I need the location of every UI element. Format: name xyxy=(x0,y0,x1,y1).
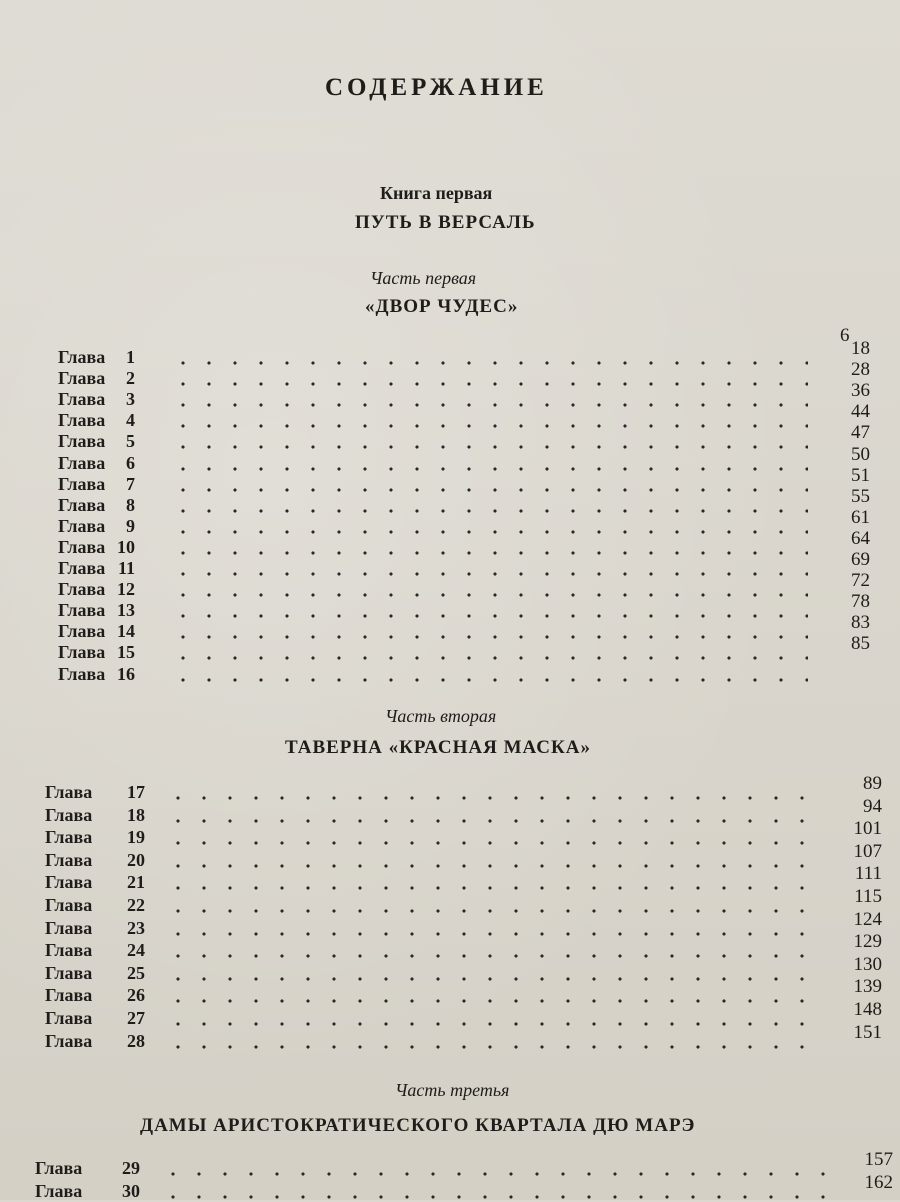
chapter-number: 25 xyxy=(127,962,145,983)
chapter-word: Глава xyxy=(45,872,93,893)
dot-leader xyxy=(165,1007,820,1029)
dot-leader xyxy=(170,494,808,516)
toc-entry xyxy=(35,1149,893,1179)
dot-leader xyxy=(170,663,808,685)
dot-leader xyxy=(165,894,820,916)
toc-entry xyxy=(45,863,882,893)
part-3-title: ДАМЫ АРИСТОКРАТИЧЕСКОГО КВАРТАЛА ДЮ МАРЭ xyxy=(140,1115,696,1136)
dot-leader xyxy=(170,578,808,600)
dot-leader xyxy=(160,1157,831,1179)
toc-entry xyxy=(58,633,870,663)
part-2-label: Часть вторая xyxy=(385,706,497,726)
chapter-number: 1 xyxy=(126,347,135,367)
chapter-number: 2 xyxy=(126,368,135,389)
dot-leader xyxy=(165,826,820,848)
page-number: 69 xyxy=(851,549,870,570)
dot-leader xyxy=(170,536,808,558)
chapter-number: 12 xyxy=(117,579,135,600)
chapter-number: 9 xyxy=(126,515,135,536)
toc-entry xyxy=(45,840,882,871)
part-1-label: Часть первая xyxy=(370,268,477,288)
chapter-number: 20 xyxy=(127,849,145,870)
chapter-word: Глава xyxy=(58,558,106,578)
page-number: 44 xyxy=(851,401,870,423)
chapter-number: 8 xyxy=(126,494,135,515)
part-1-title: «ДВОР ЧУДЕС» xyxy=(365,296,519,317)
page-number: 111 xyxy=(854,863,882,885)
chapter-word: Глава xyxy=(45,985,93,1006)
toc-entry xyxy=(58,612,870,642)
chapter-word: Глава xyxy=(35,1158,83,1178)
part-2-title: ТАВЕРНА «КРАСНАЯ МАСКА» xyxy=(285,737,591,758)
toc-entry xyxy=(58,527,870,558)
book-title: ПУТЬ В ВЕРСАЛЬ xyxy=(355,212,536,233)
chapter-number: 28 xyxy=(127,1030,145,1051)
toc-entry xyxy=(45,795,882,826)
dot-leader xyxy=(165,1030,820,1052)
page-number: 64 xyxy=(851,527,870,549)
chapter-word: Глава xyxy=(45,782,93,802)
dot-leader xyxy=(170,388,808,410)
chapter-word: Глава xyxy=(45,962,93,983)
chapter-number: 21 xyxy=(127,872,145,893)
chapter-word: Глава xyxy=(45,940,93,961)
chapter-word: Глава xyxy=(58,663,106,684)
toc-entry xyxy=(58,485,870,516)
toc-entry xyxy=(58,570,870,600)
chapter-word: Глава xyxy=(45,1008,93,1028)
toc-entry xyxy=(58,591,870,621)
chapter-word: Глава xyxy=(58,536,106,557)
chapter-number: 29 xyxy=(122,1158,140,1178)
toc-entry xyxy=(58,338,870,368)
chapter-word: Глава xyxy=(58,642,106,663)
page-number: 124 xyxy=(853,908,882,930)
page-number: 61 xyxy=(851,506,870,528)
chapter-word: Глава xyxy=(45,827,93,848)
toc-entry xyxy=(45,931,882,961)
book-label: Книга первая xyxy=(380,183,493,203)
page-number: 107 xyxy=(853,840,882,862)
page-number: 55 xyxy=(851,485,870,507)
dot-leader xyxy=(170,367,808,389)
chapter-number: 22 xyxy=(127,895,145,915)
chapter-number: 27 xyxy=(127,1008,145,1028)
chapter-word: Глава xyxy=(58,494,106,515)
page-number: 89 xyxy=(863,773,882,794)
dot-leader xyxy=(170,515,808,537)
toc-entry xyxy=(58,422,870,452)
chapter-word: Глава xyxy=(45,917,93,938)
page-number: 151 xyxy=(853,1021,882,1043)
page-number: 72 xyxy=(851,570,870,592)
chapter-word: Глава xyxy=(58,431,106,452)
chapter-word: Глава xyxy=(58,452,106,473)
chapter-word: Глава xyxy=(58,473,106,494)
toc-entry xyxy=(58,443,870,474)
chapter-word: Глава xyxy=(35,1180,83,1201)
toc-entry xyxy=(58,464,870,495)
page-number: 115 xyxy=(854,886,882,907)
toc-entry xyxy=(58,401,870,431)
dot-leader xyxy=(165,962,820,984)
page-number: 130 xyxy=(853,953,882,975)
page-number: 139 xyxy=(853,976,882,998)
toc-entry xyxy=(45,886,882,916)
page-number: 51 xyxy=(851,464,870,486)
page-number: 83 xyxy=(851,612,870,634)
chapter-number: 19 xyxy=(127,827,145,848)
chapter-number: 16 xyxy=(117,663,135,684)
dot-leader xyxy=(165,917,820,939)
dot-leader xyxy=(170,473,808,495)
chapter-number: 3 xyxy=(126,389,135,410)
chapter-word: Глава xyxy=(58,389,106,410)
dot-leader xyxy=(170,557,808,579)
chapter-number: 7 xyxy=(126,473,135,494)
chapter-word: Глава xyxy=(58,515,106,536)
page-number: 50 xyxy=(851,443,870,465)
page-number: 157 xyxy=(864,1149,893,1170)
dot-leader xyxy=(170,430,808,452)
chapter-number: 17 xyxy=(127,782,145,802)
toc-entry xyxy=(45,773,882,803)
part-3-label: Часть третья xyxy=(395,1080,510,1100)
page-number: 28 xyxy=(851,359,870,381)
toc-entry xyxy=(58,380,870,410)
chapter-number: 18 xyxy=(127,804,145,825)
dot-leader xyxy=(170,641,808,663)
chapter-number: 5 xyxy=(126,431,135,452)
dot-leader xyxy=(165,804,820,826)
chapter-number: 26 xyxy=(127,985,145,1006)
toc-entry xyxy=(45,976,882,1006)
chapter-number: 24 xyxy=(127,940,145,961)
page-number: 18 xyxy=(851,338,870,359)
dot-leader xyxy=(165,871,820,893)
chapter-number: 30 xyxy=(122,1180,140,1201)
chapter-number: 4 xyxy=(126,410,135,431)
page-number: 36 xyxy=(851,380,870,402)
dot-leader xyxy=(170,409,808,431)
part-1-intro-page-number: 6 xyxy=(840,325,850,346)
toc-entry xyxy=(58,549,870,579)
dot-leader xyxy=(165,781,820,803)
page-number: 47 xyxy=(851,422,870,444)
toc-entry xyxy=(45,908,882,939)
page-number: 129 xyxy=(853,931,882,953)
page-number: 101 xyxy=(853,818,882,840)
chapter-number: 10 xyxy=(117,536,135,557)
dot-leader xyxy=(170,452,808,474)
chapter-number: 23 xyxy=(127,917,145,938)
toc-entry xyxy=(45,1021,882,1052)
chapter-word: Глава xyxy=(58,600,106,621)
chapter-word: Глава xyxy=(58,410,106,431)
toc-entry xyxy=(45,953,882,984)
chapter-number: 6 xyxy=(126,452,135,473)
toc-entry xyxy=(45,818,882,848)
chapter-word: Глава xyxy=(45,895,93,915)
toc-entry xyxy=(58,359,870,389)
chapter-word: Глава xyxy=(58,368,106,389)
dot-leader xyxy=(165,849,820,871)
chapter-word: Глава xyxy=(45,1030,93,1051)
chapter-number: 11 xyxy=(117,558,135,578)
page-number: 94 xyxy=(863,795,882,817)
chapter-word: Глава xyxy=(45,849,93,870)
chapter-number: 14 xyxy=(117,621,135,642)
dot-leader xyxy=(160,1180,831,1202)
page-title: СОДЕРЖАНИЕ xyxy=(325,74,548,101)
toc-entry xyxy=(35,1171,893,1202)
toc-entry xyxy=(58,663,870,685)
dot-leader xyxy=(170,599,808,621)
page-number: 148 xyxy=(853,999,882,1020)
chapter-word: Глава xyxy=(58,579,106,600)
dot-leader xyxy=(170,620,808,642)
dot-leader xyxy=(170,346,808,368)
page-number: 162 xyxy=(864,1171,893,1193)
chapter-word: Глава xyxy=(45,804,93,825)
chapter-number: 13 xyxy=(117,600,135,621)
page-number: 85 xyxy=(851,633,870,655)
toc-entry xyxy=(58,506,870,537)
chapter-word: Глава xyxy=(58,347,106,367)
dot-leader xyxy=(165,939,820,961)
chapter-word: Глава xyxy=(58,621,106,642)
dot-leader xyxy=(165,984,820,1006)
toc-entry xyxy=(45,999,882,1029)
page-number: 78 xyxy=(851,591,870,613)
chapter-number: 15 xyxy=(117,642,135,663)
